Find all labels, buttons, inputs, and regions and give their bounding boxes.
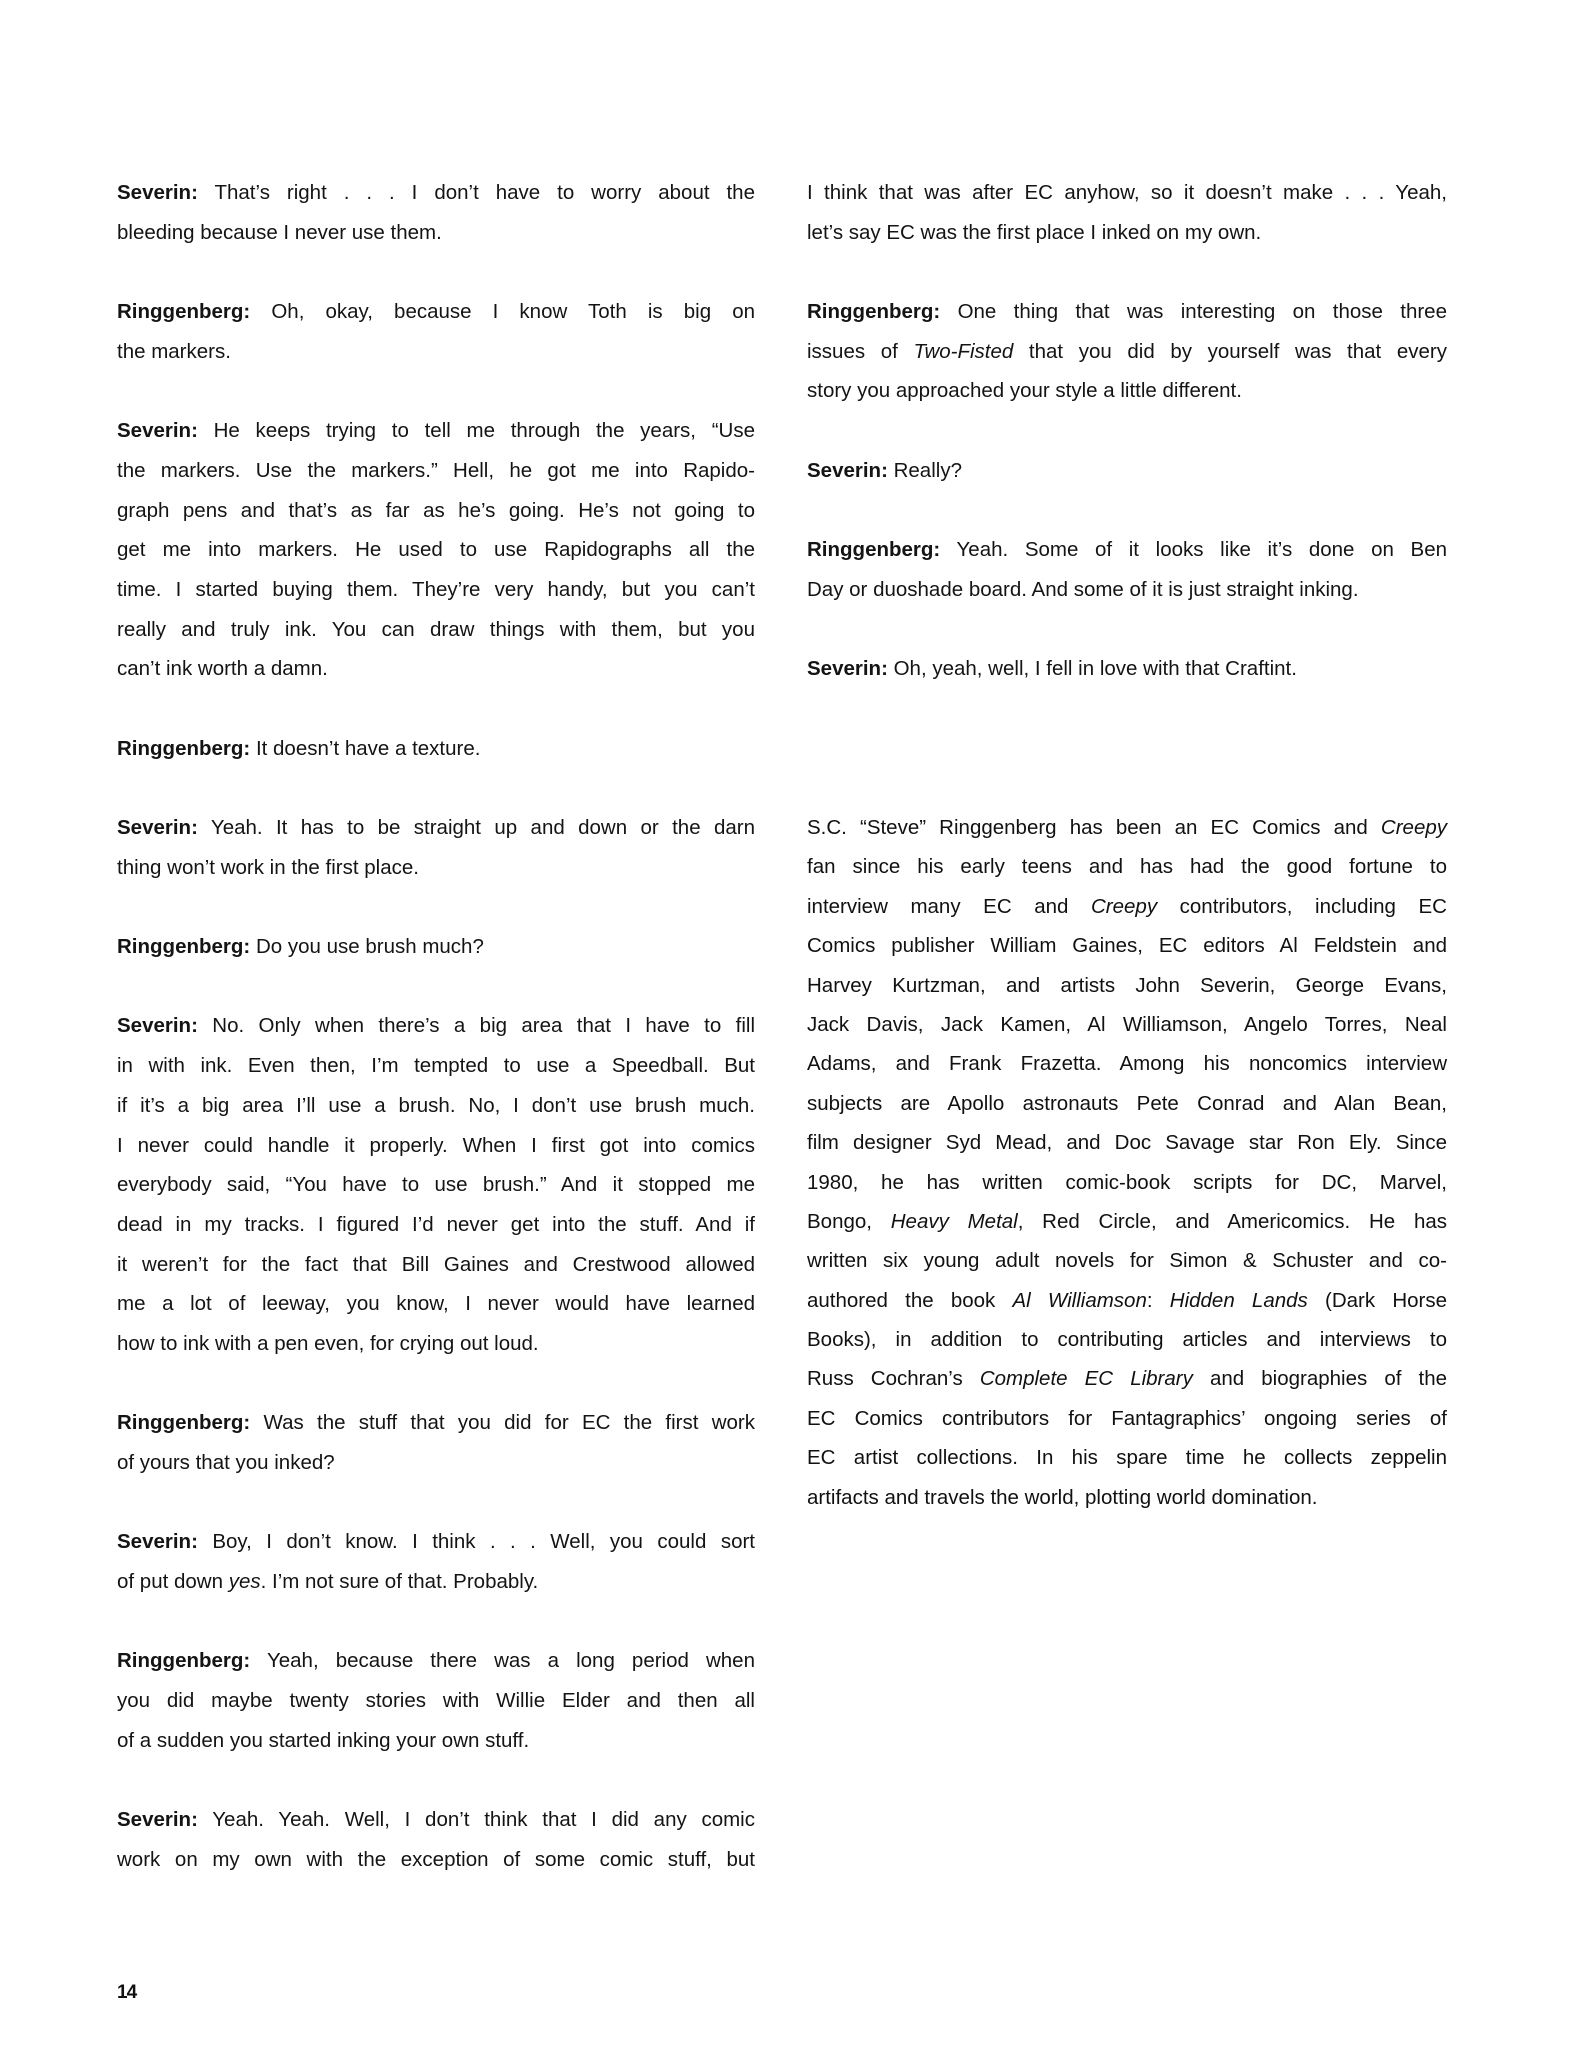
italic-title: Creepy	[1380, 816, 1447, 839]
text-segment: artifacts and travels the world, plotting world domination.	[807, 1485, 1318, 1509]
text-segment: can’t ink worth a damn.	[117, 657, 328, 681]
interview-paragraph	[807, 451, 1447, 491]
interview-paragraph	[117, 927, 755, 967]
text-segment: Boy, I don’t know. I think . . . Well, you could sort	[197, 1530, 755, 1554]
text-segment: 1980, he has written comic-book scripts for DC, Marvel,	[807, 1170, 1447, 1194]
text-line	[117, 1840, 755, 1880]
text-line	[117, 1205, 755, 1245]
italic-title: Hidden Lands	[1169, 1288, 1308, 1312]
speaker-label: Severin:	[807, 458, 888, 482]
page-number: 14	[117, 1982, 137, 2003]
text-segment: of yours that you inked?	[117, 1451, 335, 1474]
text-line	[117, 1403, 755, 1443]
text-line	[117, 1562, 755, 1602]
interview-paragraph	[117, 173, 755, 252]
text-segment: contributors, including EC	[1157, 894, 1447, 918]
speaker-label: Severin:	[117, 816, 198, 839]
text-line	[807, 1202, 1447, 1241]
text-line	[807, 808, 1447, 847]
text-line	[117, 1721, 755, 1761]
text-segment: Comics publisher William Gaines, EC editors Al Feldstein and	[807, 934, 1447, 958]
text-segment: Do you use brush much?	[250, 935, 484, 959]
text-segment: Was the stuff that you did for EC the first work	[250, 1411, 755, 1435]
interview-column-right	[807, 173, 1447, 729]
text-segment: One thing that was interesting on those three	[940, 300, 1447, 324]
text-line	[117, 1086, 755, 1126]
text-line	[807, 847, 1447, 886]
text-line	[807, 371, 1447, 411]
text-line	[117, 1245, 755, 1285]
text-segment: . I’m not sure of that. Probably.	[260, 1570, 539, 1594]
text-line	[117, 1641, 755, 1681]
text-segment: story you approached your style a little different.	[807, 379, 1242, 403]
text-line	[117, 1800, 755, 1840]
text-segment: in with ink. Even then, I’m tempted to use a Speedball. But	[117, 1054, 755, 1078]
speaker-label: Ringgenberg:	[117, 736, 251, 760]
text-segment: graph pens and that’s as far as he’s going. He’s not going to	[117, 498, 755, 522]
speaker-label: Severin:	[117, 181, 198, 204]
text-line	[807, 1399, 1447, 1438]
text-line	[117, 649, 755, 689]
text-line	[117, 332, 755, 372]
text-segment: really and truly ink. You can draw things with them, but you	[117, 617, 755, 641]
author-bio	[807, 808, 1447, 1517]
text-line	[807, 332, 1447, 372]
italic-title: Creepy	[1090, 894, 1158, 918]
speaker-label: Ringgenberg:	[807, 300, 941, 324]
interview-paragraph	[807, 649, 1447, 689]
speaker-label: Ringgenberg:	[117, 935, 251, 959]
text-segment: authored the book	[807, 1288, 1013, 1312]
text-line	[117, 1165, 755, 1205]
text-segment: the markers. Use the markers.” Hell, he got me into Rapido-	[117, 458, 755, 482]
text-line	[117, 570, 755, 610]
text-line	[807, 887, 1447, 926]
text-segment: Yeah. Some of it looks like it’s done on Ben	[940, 538, 1447, 562]
text-segment: (Dark Horse	[1307, 1288, 1447, 1312]
text-line	[807, 173, 1447, 213]
text-line	[117, 491, 755, 531]
text-line	[117, 1006, 755, 1046]
speaker-label: Severin:	[117, 1530, 198, 1554]
text-segment: film designer Syd Mead, and Doc Savage star Ron Ely. Since	[807, 1131, 1447, 1155]
text-line	[807, 926, 1447, 965]
text-segment: bleeding because I never use them.	[117, 220, 442, 244]
text-line	[117, 411, 755, 451]
text-segment: fan since his early teens and has had the good fortune to	[807, 855, 1447, 879]
interview-paragraph	[117, 1006, 755, 1363]
text-segment: Jack Davis, Jack Kamen, Al Williamson, Angelo Torres, Neal	[807, 1012, 1447, 1036]
text-segment: I never could handle it properly. When I first got into comics	[117, 1133, 755, 1157]
text-line	[807, 1478, 1447, 1517]
text-line	[807, 1281, 1447, 1320]
text-segment: Bongo,	[807, 1209, 891, 1233]
text-line	[117, 927, 755, 967]
italic-title: Complete EC Library	[979, 1367, 1193, 1391]
text-segment: me a lot of leeway, you know, I never would have learned	[117, 1292, 755, 1316]
interview-paragraph	[117, 1403, 755, 1482]
text-segment: of a sudden you started inking your own stuff.	[117, 1728, 530, 1752]
text-segment: how to ink with a pen even, for crying out loud.	[117, 1331, 539, 1355]
text-segment: Yeah. It has to be straight up and down or the darn	[197, 816, 755, 839]
text-line	[807, 1044, 1447, 1083]
speaker-label: Severin:	[117, 1808, 198, 1832]
speaker-label: Severin:	[117, 1014, 198, 1038]
text-segment: time. I started buying them. They’re very handy, but you can’t	[117, 577, 755, 601]
text-segment: S.C. “Steve” Ringgenberg has been an EC Comics and	[807, 816, 1381, 839]
text-segment: That’s right . . . I don’t have to worry about the	[197, 181, 755, 204]
text-segment: Really?	[887, 458, 962, 482]
speaker-label: Severin:	[117, 419, 198, 443]
text-line	[807, 1005, 1447, 1044]
text-line	[807, 292, 1447, 332]
text-line	[117, 1681, 755, 1721]
text-segment: it weren’t for the fact that Bill Gaines and Crestwood allowed	[117, 1252, 755, 1276]
interview-paragraph	[117, 411, 755, 689]
text-line	[807, 1438, 1447, 1477]
italic-title: yes	[228, 1570, 261, 1594]
text-segment: Oh, okay, because I know Toth is big on	[250, 300, 755, 324]
text-segment: you did maybe twenty stories with Willie Elder and then all	[117, 1689, 755, 1713]
interview-paragraph	[117, 729, 755, 769]
interview-paragraph	[117, 808, 755, 887]
text-line	[807, 530, 1447, 570]
text-line	[807, 451, 1447, 491]
text-segment: Oh, yeah, well, I fell in love with that Craftint.	[887, 657, 1297, 681]
text-line	[807, 1241, 1447, 1280]
text-segment: subjects are Apollo astronauts Pete Conrad and Alan Bean,	[807, 1091, 1447, 1115]
text-segment: interview many EC and	[807, 894, 1091, 918]
speaker-label: Ringgenberg:	[807, 538, 941, 562]
speaker-label: Severin:	[807, 657, 888, 681]
text-line	[807, 649, 1447, 689]
text-line	[117, 1284, 755, 1324]
text-segment: Day or duoshade board. And some of it is just straight inking.	[807, 577, 1359, 601]
text-line	[117, 1324, 755, 1364]
text-segment: Yeah. Yeah. Well, I don’t think that I did any comic	[197, 1808, 755, 1832]
text-segment: EC Comics contributors for Fantagraphics’ ongoing series of	[807, 1406, 1447, 1430]
text-line	[807, 213, 1447, 253]
text-segment: everybody said, “You have to use brush.” And it stopped me	[117, 1173, 755, 1197]
interview-paragraph	[117, 1800, 755, 1879]
text-line	[117, 530, 755, 570]
speaker-label: Ringgenberg:	[117, 1411, 251, 1435]
text-segment: work on my own with the exception of some comic stuff, but	[117, 1847, 755, 1871]
text-segment: EC artist collections. In his spare time he collects zeppelin	[807, 1446, 1447, 1470]
text-segment: issues of	[807, 339, 914, 363]
text-segment: that you did by yourself was that every	[1013, 339, 1447, 363]
italic-title: Al Williamson	[1012, 1288, 1147, 1312]
text-segment: the markers.	[117, 339, 231, 363]
text-line	[807, 1320, 1447, 1359]
text-line	[807, 1084, 1447, 1123]
interview-paragraph	[117, 1522, 755, 1601]
text-segment: Yeah, because there was a long period when	[250, 1649, 755, 1673]
text-line	[807, 1163, 1447, 1202]
text-segment: written six young adult novels for Simon & Schuster and co-	[807, 1249, 1447, 1273]
text-line	[117, 848, 755, 888]
text-segment: Adams, and Frank Frazetta. Among his noncomics interview	[807, 1052, 1447, 1076]
text-segment: He keeps trying to tell me through the years, “Use	[197, 419, 755, 443]
text-line	[117, 729, 755, 769]
text-segment: :	[1146, 1288, 1170, 1312]
text-segment: let’s say EC was the first place I inked on my own.	[807, 220, 1262, 244]
text-segment: Books), in addition to contributing articles and interviews to	[807, 1328, 1447, 1352]
text-segment: No. Only when there’s a big area that I have to fill	[197, 1014, 755, 1038]
text-segment: if it’s a big area I’ll use a brush. No, I don’t use brush much.	[117, 1093, 755, 1117]
text-line	[117, 808, 755, 848]
text-segment: Harvey Kurtzman, and artists John Severin, George Evans,	[807, 973, 1447, 997]
interview-column-left	[117, 173, 755, 1919]
text-line	[117, 1126, 755, 1166]
text-line	[117, 173, 755, 213]
italic-title: Two-Fisted	[913, 339, 1014, 363]
text-line	[807, 1123, 1447, 1162]
text-segment: Russ Cochran’s	[807, 1367, 980, 1391]
text-line	[807, 570, 1447, 610]
interview-paragraph	[807, 530, 1447, 609]
text-segment: and biographies of the	[1192, 1367, 1447, 1391]
text-line	[117, 610, 755, 650]
text-line	[807, 1359, 1447, 1398]
text-segment: It doesn’t have a texture.	[250, 736, 481, 760]
interview-paragraph	[807, 292, 1447, 411]
text-segment: , Red Circle, and Americomics. He has	[1017, 1209, 1447, 1233]
text-line	[807, 966, 1447, 1005]
speaker-label: Ringgenberg:	[117, 1649, 251, 1673]
text-segment: dead in my tracks. I figured I’d never get into the stuff. And if	[117, 1212, 755, 1236]
text-line	[117, 451, 755, 491]
text-segment: of put down	[117, 1570, 229, 1594]
text-line	[117, 292, 755, 332]
text-segment: get me into markers. He used to use Rapidographs all the	[117, 538, 755, 562]
interview-paragraph	[807, 173, 1447, 252]
text-line	[117, 1046, 755, 1086]
text-segment: thing won’t work in the first place.	[117, 855, 419, 879]
text-line	[117, 1443, 755, 1483]
text-line	[117, 1522, 755, 1562]
text-line	[117, 213, 755, 253]
text-segment: I think that was after EC anyhow, so it doesn’t make . . . Yeah,	[807, 181, 1447, 204]
italic-title: Heavy Metal	[890, 1209, 1018, 1233]
interview-paragraph	[117, 292, 755, 371]
speaker-label: Ringgenberg:	[117, 300, 251, 324]
interview-paragraph	[117, 1641, 755, 1760]
